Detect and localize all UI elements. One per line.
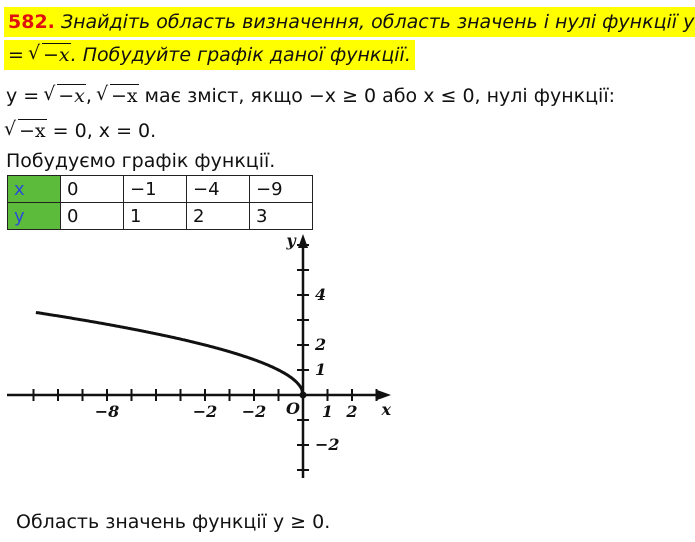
table-head-x: x: [8, 176, 61, 203]
y-tick-label: 4: [315, 285, 327, 304]
task-number: 582.: [8, 11, 55, 33]
x-axis-arrow: [377, 390, 391, 400]
solution-line-3: Побудуємо графік функції.: [6, 150, 276, 172]
task-line-2: [4, 40, 415, 70]
task-text-2: . Побудуйте графік даної функції.: [70, 44, 411, 66]
x-tick-label: 2: [346, 402, 358, 421]
values-table: [7, 175, 313, 230]
solution-zero-text: = 0, x = 0.: [46, 120, 157, 142]
table-cell: −1: [124, 176, 187, 203]
task-radical: [30, 40, 71, 70]
table-cell: 2: [187, 203, 250, 230]
table-cell: 3: [250, 203, 313, 230]
solution-radical-3: [6, 118, 47, 144]
table-row: [8, 176, 313, 203]
y-tick-label: 1: [315, 360, 327, 379]
function-graph: [5, 228, 405, 483]
solution-text-a: y =: [6, 85, 46, 107]
x-tick-label: −2: [192, 402, 218, 421]
solution-radicand-1: −x: [58, 85, 85, 107]
solution-last-line: Область значень функції y ≥ 0.: [16, 511, 331, 533]
origin-point: [300, 392, 307, 399]
task-line-1: [4, 7, 695, 37]
task-text-1: Знайдіть область визначення, область значень і нулі функції y: [60, 11, 695, 33]
graph-labels: [95, 231, 392, 454]
function-curve: [36, 313, 303, 396]
solution-radical-1: [45, 83, 86, 109]
solution-radicand-3: −x: [19, 120, 46, 142]
solution-line-2: [6, 118, 156, 144]
y-axis-label: y: [286, 231, 296, 250]
table-cell: −4: [187, 176, 250, 203]
x-tick-label: −2: [241, 402, 267, 421]
task-radicand: −x: [42, 44, 70, 66]
table-row: [8, 203, 313, 230]
table-cell: 0: [61, 203, 124, 230]
y-tick-label: −2: [315, 435, 340, 454]
x-tick-label: −8: [94, 402, 120, 421]
table-cell: −9: [250, 176, 313, 203]
solution-text-b: ,: [85, 85, 98, 107]
origin-label: O: [286, 399, 300, 418]
solution-line-1: [6, 83, 615, 109]
table-cell: 1: [124, 203, 187, 230]
solution-radicand-2: −x: [110, 85, 138, 107]
table-head-y: y: [8, 203, 61, 230]
table-cell: 0: [61, 176, 124, 203]
solution-radical-2: [98, 83, 139, 109]
x-axis-label: x: [381, 400, 392, 419]
task-equals: =: [8, 44, 30, 66]
solution-text-c: має зміст, якщо −x ≥ 0 або x ≤ 0, нулі функції:: [138, 85, 616, 107]
x-tick-label: 1: [321, 402, 334, 421]
y-tick-label: 2: [315, 335, 327, 354]
